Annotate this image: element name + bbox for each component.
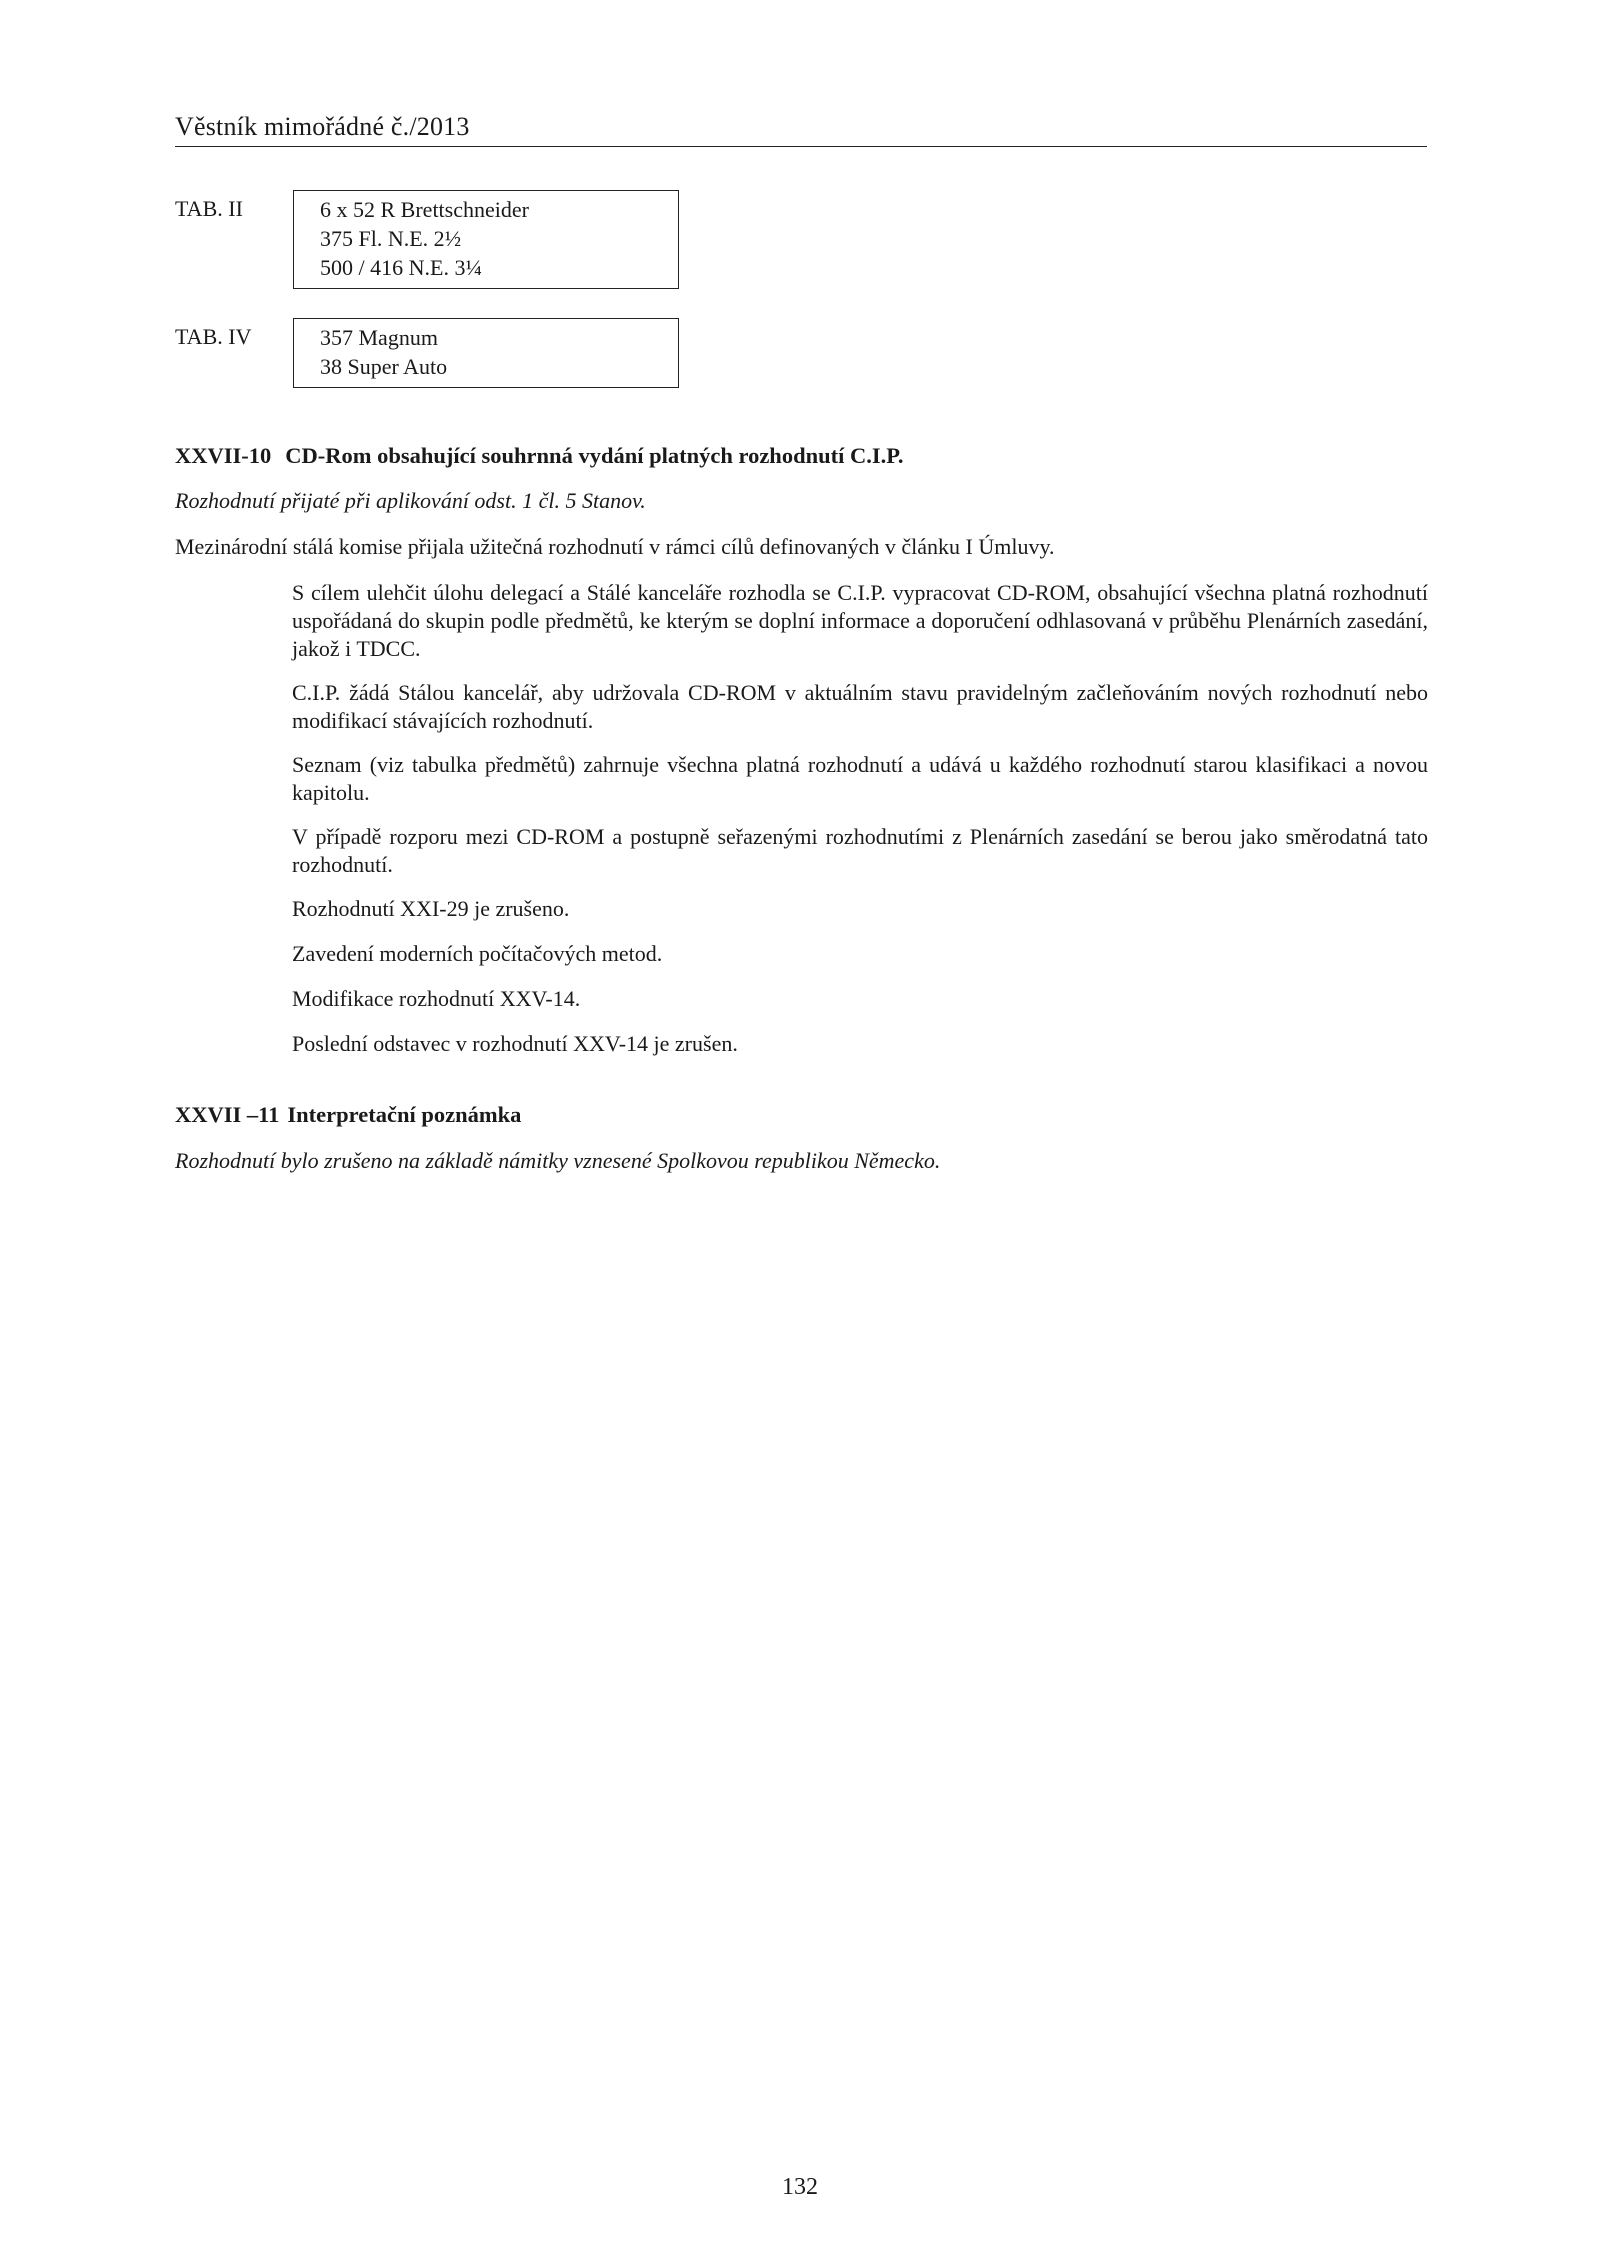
body-line: Rozhodnutí XXI-29 je zrušeno.: [292, 896, 570, 921]
header-title: Věstník mimořádné č./2013: [175, 112, 470, 141]
tab-line: 6 x 52 R Brettschneider: [320, 197, 529, 222]
tab-label: TAB. IV: [175, 324, 252, 349]
body-line: Zavedení moderních počítačových metod.: [292, 941, 663, 966]
body-paragraph: V případě rozporu mezi CD-ROM a postupně seřazenými rozhodnutími z Plenárních zasedání se berou jako směrodatná tato rozhodnutí.: [292, 824, 1428, 877]
page-number: 132: [782, 2174, 818, 2200]
tab-line: 500 / 416 N.E. 3¼: [320, 255, 482, 280]
body-line: Poslední odstavec v rozhodnutí XXV-14 je zrušen.: [292, 1031, 738, 1056]
table-tab-iv: [175, 318, 695, 428]
section-note: Rozhodnutí bylo zrušeno na základě námitky vznesené Spolkovou republikou Německo.: [175, 1148, 941, 1173]
section-number: XXVII-10: [175, 443, 272, 468]
section-heading-xxvii-10: [175, 443, 904, 469]
section-body: [292, 579, 1428, 1075]
tab-line: 357 Magnum: [320, 325, 438, 350]
tab-line: 375 Fl. N.E. 2½: [320, 226, 462, 251]
section-intro: Mezinárodní stálá komise přijala užitečná rozhodnutí v rámci cílů definovaných v článku I Úmluvy.: [175, 534, 1055, 559]
section-title: Interpretační poznámka: [287, 1102, 522, 1127]
body-paragraph: S cílem ulehčit úlohu delegací a Stálé kanceláře rozhodla se C.I.P. vypracovat CD-ROM, obsahující všechna platná rozhodnutí uspořádaná do skupin podle předmětů, ke kterým se doplní informace a doporučení odhlasovaná v průběhu Plenárních zasedání, jakož i TDCC.: [292, 580, 1428, 661]
section-heading-xxvii-11: [175, 1102, 521, 1128]
page-header: [175, 112, 1427, 147]
tab-line: 38 Super Auto: [320, 354, 448, 379]
tab-label: TAB. II: [175, 196, 243, 221]
section-title: CD-Rom obsahující souhrnná vydání platných rozhodnutí C.I.P.: [285, 443, 904, 468]
body-line: Modifikace rozhodnutí XXV-14.: [292, 986, 581, 1011]
tab-box: [293, 318, 679, 388]
table-tab-ii: [175, 190, 695, 300]
body-paragraph: C.I.P. žádá Stálou kancelář, aby udržovala CD-ROM v aktuálním stavu pravidelným začleňováním nových rozhodnutí nebo modifikací stávajících rozhodnutí.: [292, 680, 1428, 733]
tab-box: [293, 190, 679, 289]
section-subtitle: Rozhodnutí přijaté při aplikování odst. 1 čl. 5 Stanov.: [175, 488, 646, 513]
section-number: XXVII –11: [175, 1102, 280, 1127]
body-paragraph: Seznam (viz tabulka předmětů) zahrnuje všechna platná rozhodnutí a udává u každého rozhodnutí starou klasifikaci a novou kapitolu.: [292, 752, 1428, 805]
